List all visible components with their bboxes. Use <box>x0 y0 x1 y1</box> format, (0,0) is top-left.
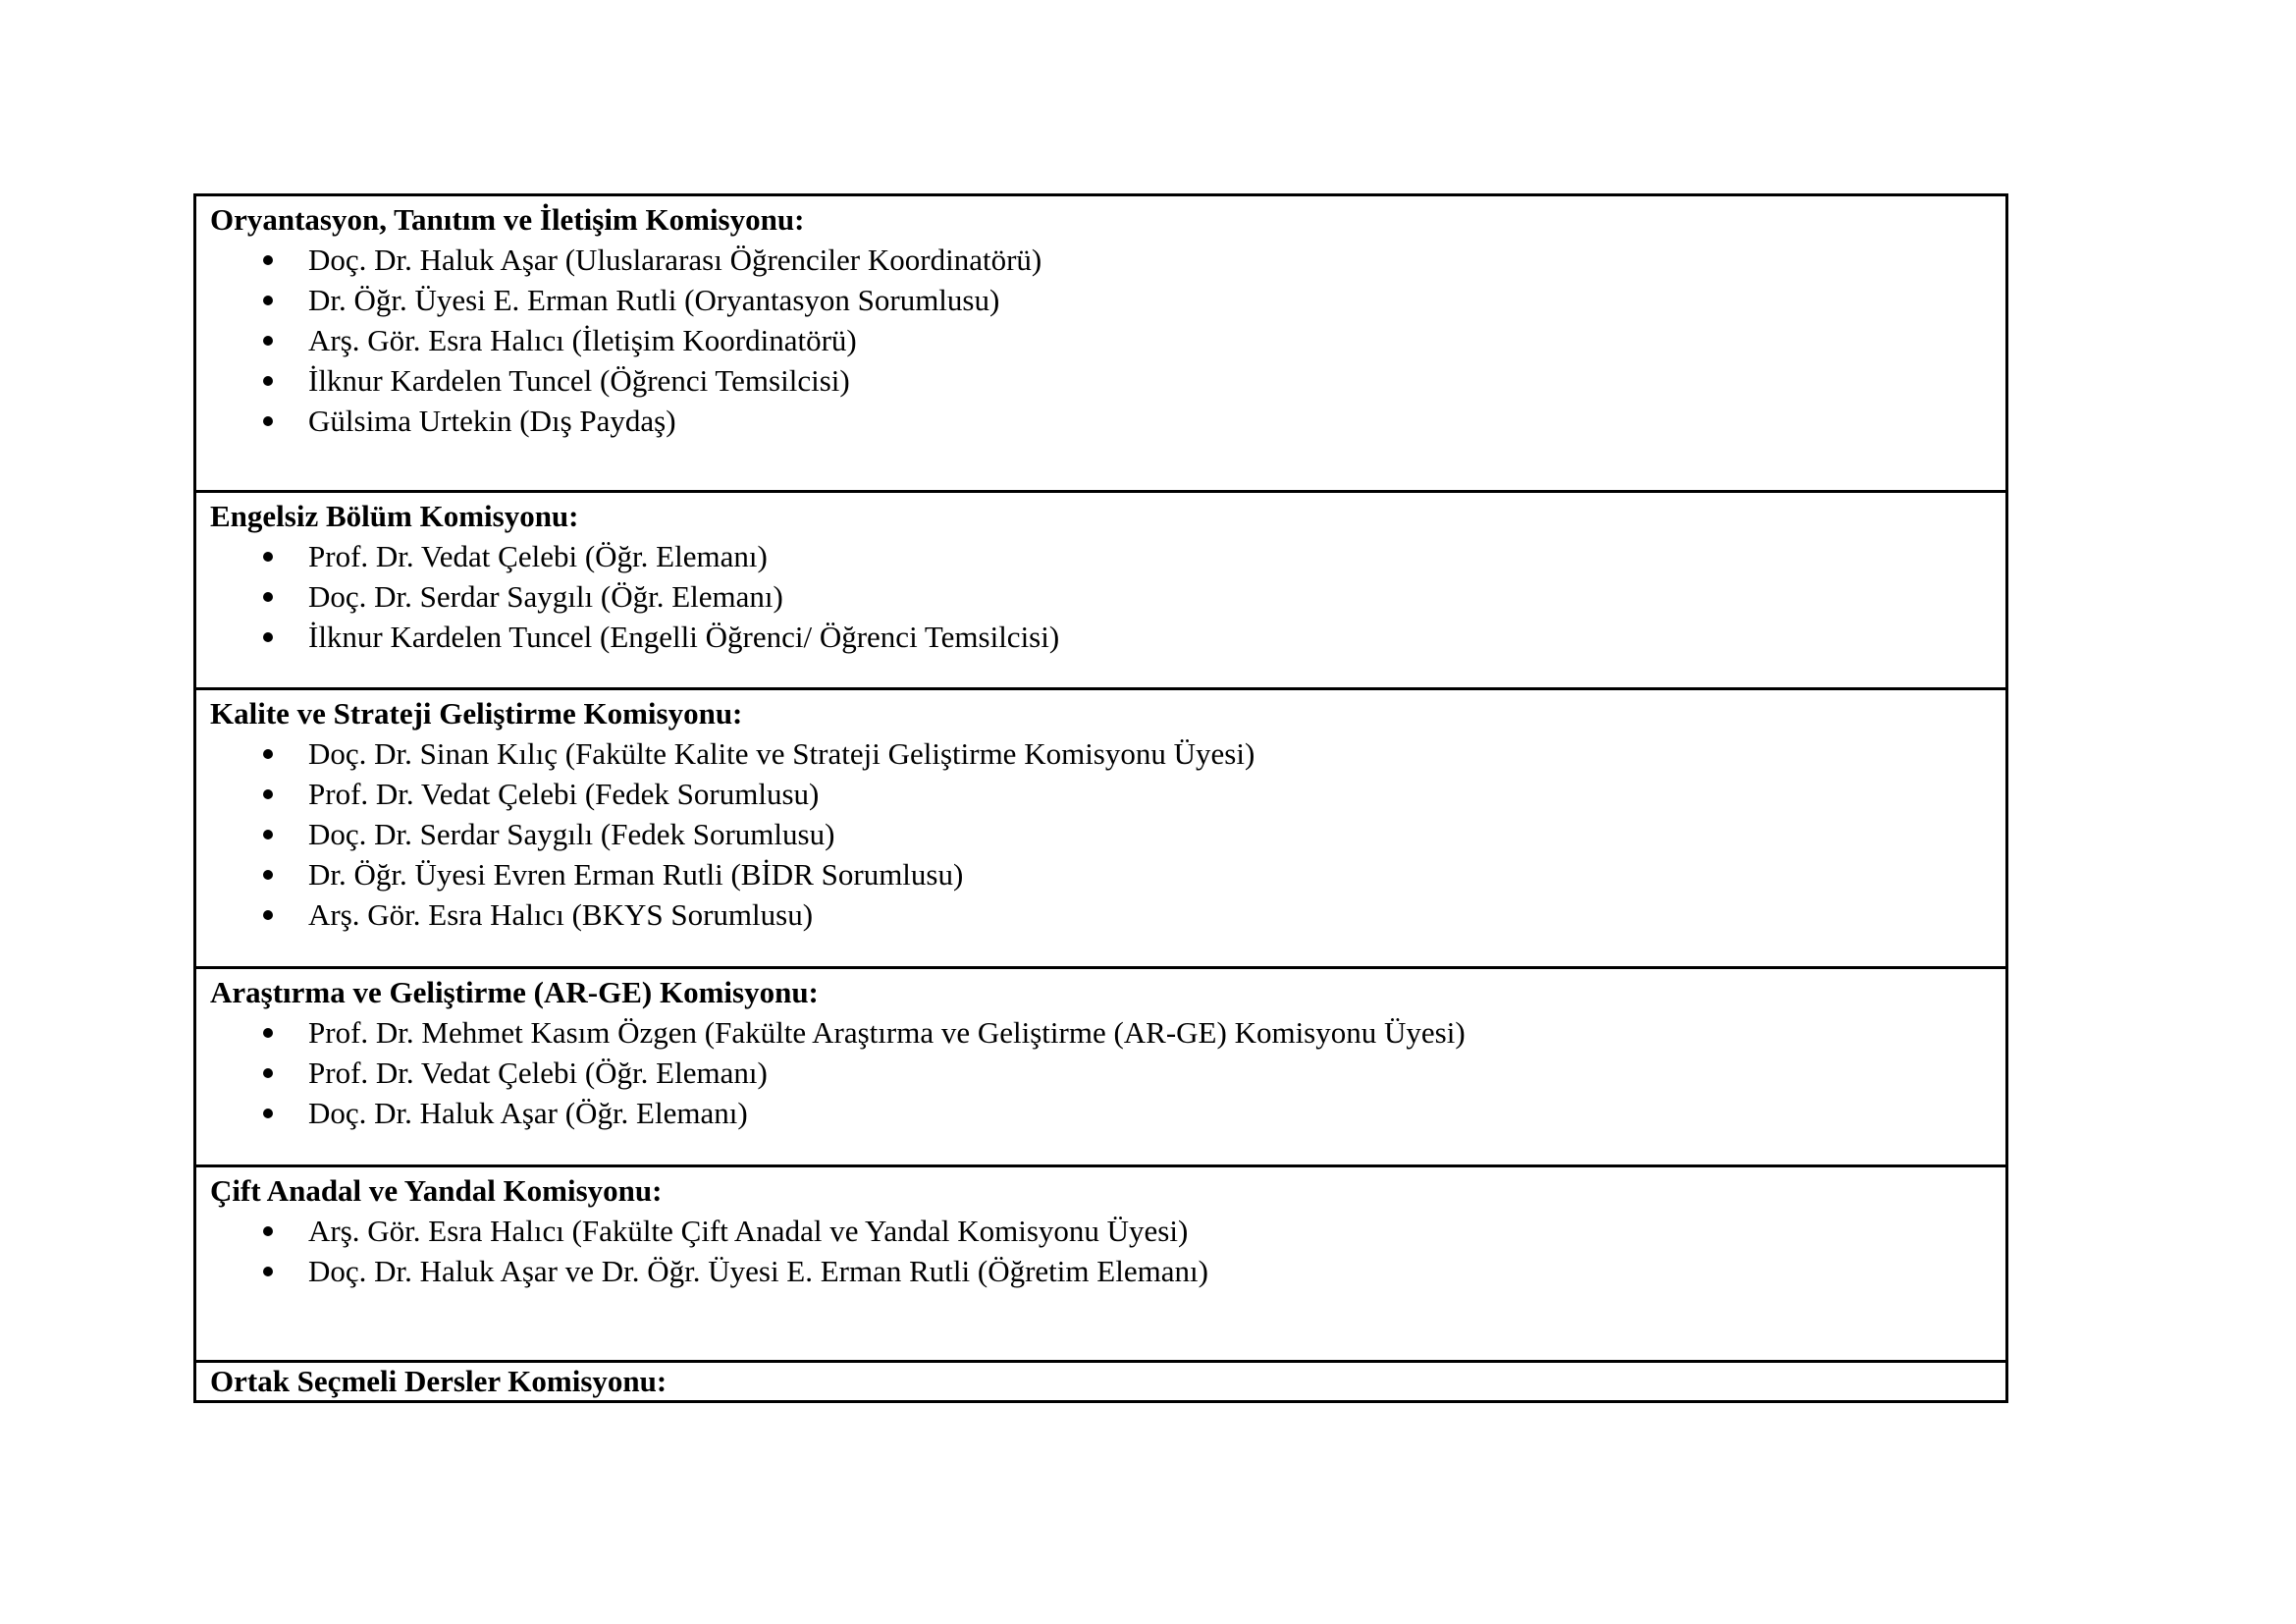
member-item <box>210 1211 1992 1251</box>
member-list <box>210 1012 1992 1133</box>
bullet-icon <box>263 592 273 602</box>
member-item <box>210 1053 1992 1093</box>
member-text: Doç. Dr. Haluk Aşar (Uluslararası Öğrenciler Koordinatörü) <box>308 243 1042 277</box>
committee-row <box>195 1166 2007 1362</box>
member-item <box>210 1251 1992 1291</box>
committee-cell <box>195 689 2007 968</box>
member-item <box>210 894 1992 935</box>
member-item <box>210 280 1992 320</box>
bullet-icon <box>263 552 273 562</box>
bullet-icon <box>263 1068 273 1078</box>
member-text: Prof. Dr. Vedat Çelebi (Öğr. Elemanı) <box>308 1056 768 1090</box>
committee-cell <box>195 492 2007 689</box>
member-item <box>210 536 1992 576</box>
bullet-icon <box>263 296 273 305</box>
committee-row <box>195 689 2007 968</box>
member-item <box>210 774 1992 814</box>
committee-title: Oryantasyon, Tanıtım ve İletişim Komisyonu: <box>210 202 805 237</box>
bullet-icon <box>263 416 273 426</box>
member-list <box>210 536 1992 657</box>
member-text: Gülsima Urtekin (Dış Paydaş) <box>308 404 676 438</box>
member-item <box>210 733 1992 774</box>
member-list <box>210 1211 1992 1291</box>
bullet-icon <box>263 830 273 839</box>
member-item <box>210 576 1992 617</box>
member-text: Prof. Dr. Vedat Çelebi (Fedek Sorumlusu) <box>308 777 820 811</box>
committee-title: Kalite ve Strateji Geliştirme Komisyonu: <box>210 696 743 731</box>
member-list <box>210 240 1992 441</box>
committee-row <box>195 492 2007 689</box>
committee-row <box>195 968 2007 1166</box>
member-text: İlknur Kardelen Tuncel (Öğrenci Temsilcisi) <box>308 363 850 398</box>
bullet-icon <box>263 632 273 642</box>
bullet-icon <box>263 749 273 759</box>
member-text: Arş. Gör. Esra Halıcı (Fakülte Çift Anadal ve Yandal Komisyonu Üyesi) <box>308 1214 1189 1248</box>
bullet-icon <box>263 255 273 265</box>
member-item <box>210 1093 1992 1133</box>
committee-cell <box>195 1166 2007 1362</box>
committee-row <box>195 1362 2007 1402</box>
member-text: Doç. Dr. Sinan Kılıç (Fakülte Kalite ve Strateji Geliştirme Komisyonu Üyesi) <box>308 736 1255 771</box>
member-list <box>210 733 1992 935</box>
committee-row <box>195 195 2007 492</box>
bullet-icon <box>263 376 273 386</box>
bullet-icon <box>263 1267 273 1276</box>
member-text: Doç. Dr. Haluk Aşar ve Dr. Öğr. Üyesi E. Erman Rutli (Öğretim Elemanı) <box>308 1254 1208 1288</box>
member-item <box>210 360 1992 401</box>
member-text: Prof. Dr. Mehmet Kasım Özgen (Fakülte Araştırma ve Geliştirme (AR-GE) Komisyonu Üyesi) <box>308 1015 1466 1050</box>
member-text: İlknur Kardelen Tuncel (Engelli Öğrenci/ Öğrenci Temsilcisi) <box>308 620 1060 654</box>
member-text: Arş. Gör. Esra Halıcı (BKYS Sorumlusu) <box>308 897 814 932</box>
bullet-icon <box>263 1028 273 1038</box>
member-item <box>210 617 1992 657</box>
bullet-icon <box>263 336 273 346</box>
committee-title: Ortak Seçmeli Dersler Komisyonu: <box>210 1364 667 1398</box>
bullet-icon <box>263 1226 273 1236</box>
member-text: Dr. Öğr. Üyesi E. Erman Rutli (Oryantasyon Sorumlusu) <box>308 283 1000 317</box>
member-text: Doç. Dr. Haluk Aşar (Öğr. Elemanı) <box>308 1096 748 1130</box>
member-item <box>210 240 1992 280</box>
committee-title: Çift Anadal ve Yandal Komisyonu: <box>210 1173 663 1208</box>
member-text: Doç. Dr. Serdar Saygılı (Öğr. Elemanı) <box>308 579 783 614</box>
member-item <box>210 320 1992 360</box>
member-item <box>210 1012 1992 1053</box>
member-text: Dr. Öğr. Üyesi Evren Erman Rutli (BİDR Sorumlusu) <box>308 857 964 892</box>
committee-title: Engelsiz Bölüm Komisyonu: <box>210 499 579 533</box>
committees-table <box>193 193 2008 1403</box>
bullet-icon <box>263 870 273 880</box>
committee-cell <box>195 195 2007 492</box>
member-item <box>210 854 1992 894</box>
member-text: Prof. Dr. Vedat Çelebi (Öğr. Elemanı) <box>308 539 768 573</box>
committee-cell <box>195 968 2007 1166</box>
committee-cell <box>195 1362 2007 1402</box>
bullet-icon <box>263 1109 273 1118</box>
member-item <box>210 401 1992 441</box>
committee-title: Araştırma ve Geliştirme (AR-GE) Komisyonu: <box>210 975 819 1009</box>
member-text: Doç. Dr. Serdar Saygılı (Fedek Sorumlusu) <box>308 817 835 851</box>
member-item <box>210 814 1992 854</box>
bullet-icon <box>263 910 273 920</box>
member-text: Arş. Gör. Esra Halıcı (İletişim Koordinatörü) <box>308 323 857 357</box>
bullet-icon <box>263 789 273 799</box>
